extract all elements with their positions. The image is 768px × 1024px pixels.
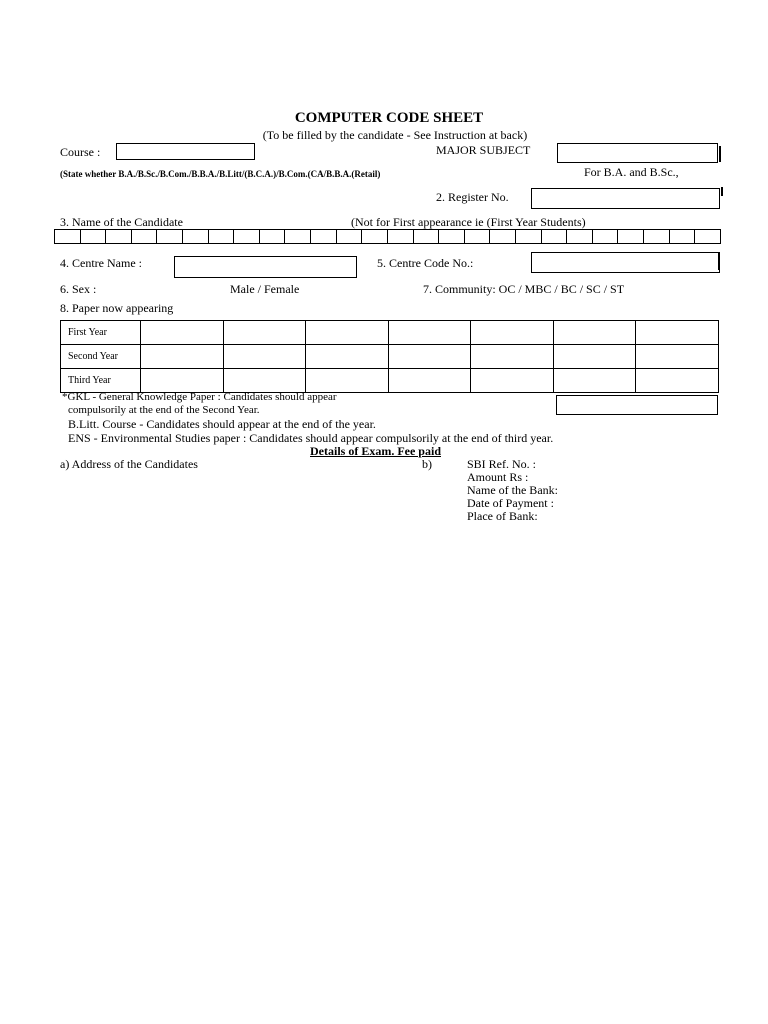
paper-cell[interactable] <box>636 369 719 393</box>
paper-cell[interactable] <box>553 369 636 393</box>
for-ba-bsc-note: For B.A. and B.Sc., <box>584 165 679 179</box>
paper-row <box>61 369 719 393</box>
paper-row-label: Second Year <box>61 345 141 369</box>
paper-cell[interactable] <box>306 321 389 345</box>
name-char-cell[interactable] <box>567 230 593 244</box>
name-char-cell[interactable] <box>439 230 465 244</box>
blitt-note: B.Litt. Course - Candidates should appear at the end of the year. <box>68 417 376 431</box>
course-state-note: (State whether B.A./B.Sc./B.Com./B.B.A./B.Litt/(B.C.A.)/B.Com.(CA/B.B.A.(Retail) <box>60 169 381 179</box>
paper-grid[interactable] <box>60 320 719 393</box>
paper-cell[interactable] <box>223 345 306 369</box>
name-char-cell[interactable] <box>106 230 132 244</box>
gkl-note-line2: compulsorily at the end of the Second Year. <box>68 404 260 416</box>
paper-cell[interactable] <box>141 321 224 345</box>
centre-name-field[interactable] <box>174 256 357 278</box>
bank-place-label: Place of Bank: <box>467 509 538 523</box>
amount-label: Amount Rs : <box>467 470 529 484</box>
paper-cell[interactable] <box>553 345 636 369</box>
paper-cell[interactable] <box>223 369 306 393</box>
paper-cell[interactable] <box>471 369 554 393</box>
page-subtitle: (To be filled by the candidate - See Instruction at back) <box>262 128 528 142</box>
paper-cell[interactable] <box>636 321 719 345</box>
first-appearance-note: (Not for First appearance ie (First Year Students) <box>351 215 586 229</box>
paper-row <box>61 321 719 345</box>
paper-cell[interactable] <box>553 321 636 345</box>
name-char-cell[interactable] <box>515 230 541 244</box>
paper-cell[interactable] <box>223 321 306 345</box>
address-label: a) Address of the Candidates <box>60 457 198 471</box>
name-char-cell[interactable] <box>311 230 337 244</box>
paper-appearing-label: 8. Paper now appearing <box>60 301 174 315</box>
course-label: Course : <box>60 145 101 159</box>
name-char-cell[interactable] <box>362 230 388 244</box>
page-title: COMPUTER CODE SHEET <box>294 110 484 126</box>
fee-details-heading: Details of Exam. Fee paid <box>310 444 441 458</box>
paper-row-label: Third Year <box>61 369 141 393</box>
paper-row-label: First Year <box>61 321 141 345</box>
name-char-cell[interactable] <box>592 230 618 244</box>
paper-cell[interactable] <box>141 345 224 369</box>
major-subject-label: MAJOR SUBJECT <box>436 143 531 157</box>
paper-cell[interactable] <box>388 321 471 345</box>
name-char-cell[interactable] <box>234 230 260 244</box>
sex-label: 6. Sex : <box>60 282 97 296</box>
major-subject-field[interactable] <box>557 143 718 163</box>
course-field[interactable] <box>116 143 255 160</box>
name-char-cell[interactable] <box>387 230 413 244</box>
name-char-cell[interactable] <box>695 230 721 244</box>
bank-name-label: Name of the Bank: <box>467 483 558 497</box>
name-char-cell[interactable] <box>157 230 183 244</box>
paper-cell[interactable] <box>471 321 554 345</box>
payment-date-label: Date of Payment : <box>467 496 554 510</box>
gkl-note-line1: *GKL - General Knowledge Paper : Candidates should appear <box>62 391 337 403</box>
name-char-cell[interactable] <box>55 230 81 244</box>
community-label: 7. Community: OC / MBC / BC / SC / ST <box>423 282 625 296</box>
name-char-cell[interactable] <box>80 230 106 244</box>
major-subject-marker <box>719 146 721 162</box>
name-char-cell[interactable] <box>464 230 490 244</box>
paper-cell[interactable] <box>388 345 471 369</box>
register-no-marker <box>721 187 723 196</box>
register-no-field[interactable] <box>531 188 720 209</box>
fee-marker: b) <box>422 457 432 471</box>
name-char-cell[interactable] <box>285 230 311 244</box>
name-char-cell[interactable] <box>644 230 670 244</box>
name-char-cell[interactable] <box>131 230 157 244</box>
name-char-cell[interactable] <box>490 230 516 244</box>
candidate-name-label: 3. Name of the Candidate <box>60 215 183 229</box>
name-char-cell[interactable] <box>183 230 209 244</box>
centre-code-label: 5. Centre Code No.: <box>377 256 474 270</box>
centre-name-label: 4. Centre Name : <box>60 256 142 270</box>
paper-cell[interactable] <box>306 369 389 393</box>
paper-cell[interactable] <box>388 369 471 393</box>
name-char-cell[interactable] <box>208 230 234 244</box>
register-no-label: 2. Register No. <box>436 190 509 204</box>
name-char-cell[interactable] <box>541 230 567 244</box>
name-char-cell[interactable] <box>336 230 362 244</box>
gkl-field[interactable] <box>556 395 718 415</box>
name-char-cell[interactable] <box>618 230 644 244</box>
name-char-cell[interactable] <box>259 230 285 244</box>
sbi-ref-label: SBI Ref. No. : <box>467 457 536 471</box>
paper-cell[interactable] <box>636 345 719 369</box>
sex-options: Male / Female <box>230 282 300 296</box>
centre-code-marker <box>718 252 720 270</box>
paper-cell[interactable] <box>141 369 224 393</box>
candidate-name-grid[interactable] <box>54 229 721 244</box>
paper-cell[interactable] <box>471 345 554 369</box>
ens-note: ENS - Environmental Studies paper : Candidates should appear compulsorily at the end of third year. <box>68 431 554 445</box>
name-char-cell[interactable] <box>413 230 439 244</box>
centre-code-field[interactable] <box>531 252 720 273</box>
name-char-cell[interactable] <box>669 230 695 244</box>
paper-cell[interactable] <box>306 345 389 369</box>
paper-row <box>61 345 719 369</box>
